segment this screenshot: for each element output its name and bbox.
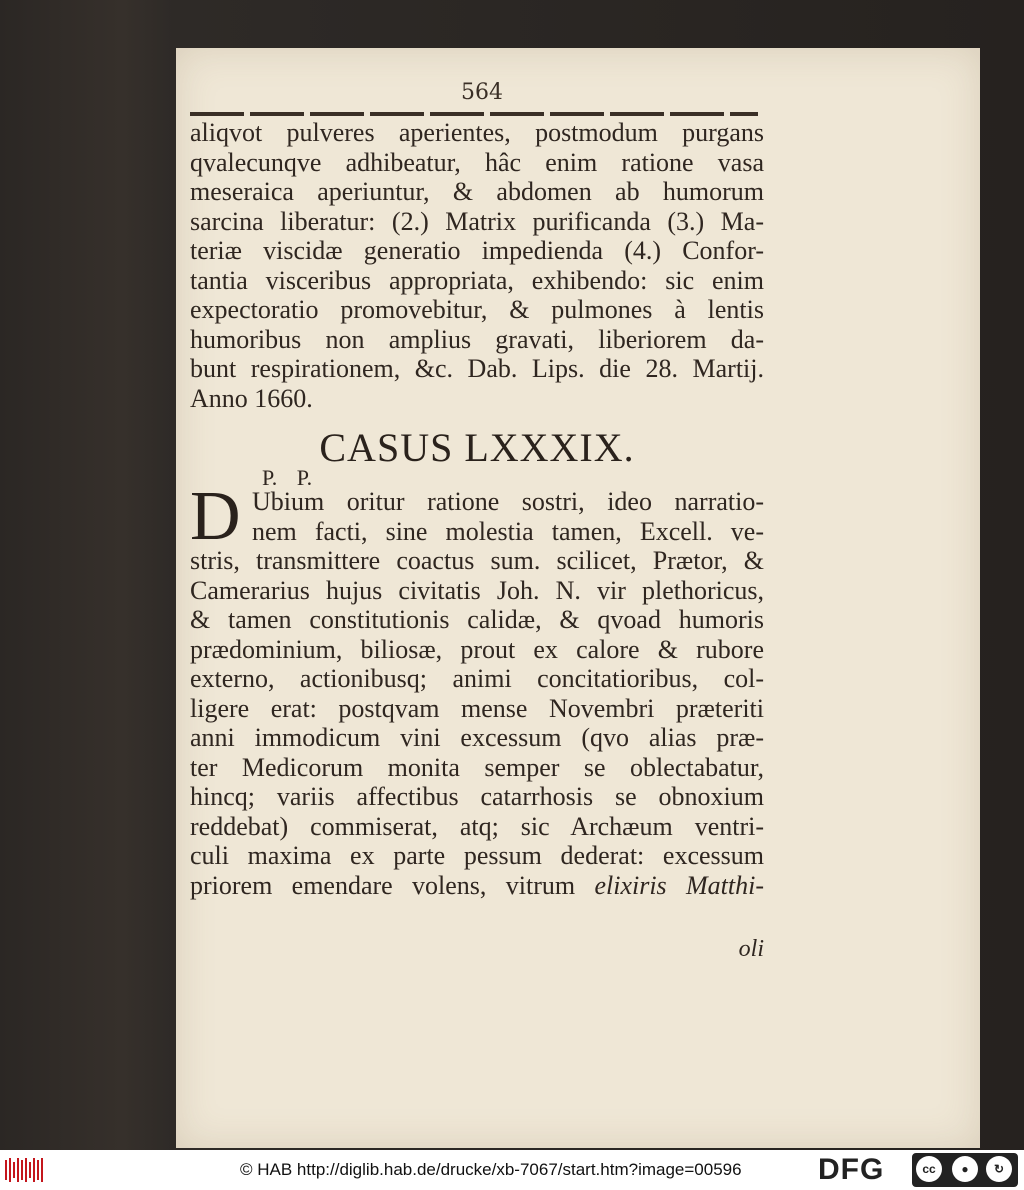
- text-line: anni immodicum vini excessum (qvo alias præ-: [190, 723, 764, 752]
- text-line: Camerarius hujus civitatis Joh. N. vir plethoricus,: [190, 575, 764, 605]
- paragraph-1: [190, 118, 764, 413]
- header-rule: [190, 112, 758, 116]
- text-line: ter Medicorum monita semper se oblectabatur,: [190, 752, 764, 782]
- text-line: ligere erat: postqvam mense Novembri præteriti: [190, 693, 764, 723]
- by-icon: ●: [952, 1156, 978, 1182]
- text-line: sarcina liberatur: (2.) Matrix purificanda (3.) Ma-: [190, 206, 764, 236]
- text-line: humoribus non amplius gravati, liberiorem da-: [190, 324, 764, 354]
- dfg-logo: DFG: [818, 1153, 885, 1186]
- text-italic: elixiris Matthi-: [594, 870, 765, 900]
- text-line: [190, 871, 764, 901]
- text-line: teriæ viscidæ generatio impedienda (4.) Confor-: [190, 236, 764, 265]
- salutation: P. P.: [262, 465, 313, 490]
- text-line: Ubium oritur ratione sostri, ideo narratio-: [252, 487, 764, 516]
- text-line: hincq; variis affectibus catarrhosis se obnoxium: [190, 782, 764, 811]
- text-line: aliqvot pulveres aperientes, postmodum purgans: [190, 118, 764, 147]
- text-line: qvalecunqve adhibeatur, hâc enim ratione vasa: [190, 147, 764, 177]
- text-line: bunt respirationem, &c. Dab. Lips. die 28. Martij.: [190, 354, 764, 383]
- text-line: & tamen constitutionis calidæ, & qvoad humoris: [190, 605, 764, 634]
- page-number: 564: [461, 80, 503, 105]
- text-line: tantia visceribus appropriata, exhibendo: sic enim: [190, 265, 764, 295]
- license-badge[interactable]: [912, 1153, 1018, 1187]
- source-link[interactable]: © HAB http://diglib.hab.de/drucke/xb-7067/start.htm?image=00596: [240, 1160, 742, 1179]
- text-line: prædominium, biliosæ, prout ex calore & rubore: [190, 634, 764, 664]
- text-line: Anno 1660.: [190, 383, 313, 413]
- text-roman: priorem emendare volens, vitrum: [190, 870, 576, 900]
- cc-icon: cc: [916, 1156, 942, 1182]
- text-line: culi maxima ex parte pessum dederat: excessum: [190, 841, 764, 870]
- text-line: stris, transmittere coactus sum. scilicet, Prætor, &: [190, 546, 764, 575]
- text-line: reddebat) commiserat, atq; sic Archæum ventri-: [190, 811, 764, 841]
- catchword: oli: [738, 936, 764, 962]
- paragraph-2: [190, 478, 765, 900]
- text-line: meseraica aperiuntur, & abdomen ab humorum: [190, 177, 764, 206]
- drop-cap: D: [190, 478, 241, 555]
- text-line: nem facti, sine molestia tamen, Excell. ve-: [252, 516, 764, 546]
- case-heading: CASUS LXXXIX.: [319, 425, 635, 470]
- text-line: externo, actionibusq; animi concitatioribus, col-: [190, 664, 764, 693]
- text-line: expectoratio promovebitur, & pulmones à lentis: [190, 295, 764, 324]
- barcode-icon: [4, 1156, 44, 1184]
- viewer-footer: [0, 1150, 1024, 1190]
- sa-icon: ↻: [986, 1156, 1012, 1182]
